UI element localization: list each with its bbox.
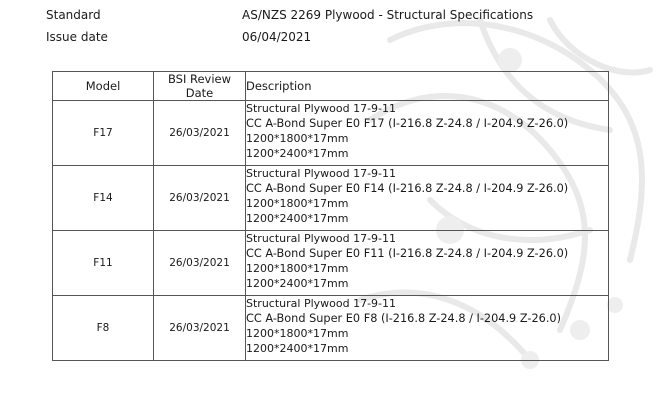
review-date-cell: 26/03/2021 [154,231,246,296]
issue-date-value: 06/04/2021 [242,30,312,44]
description-size: 1200*2400*17mm [246,147,349,160]
table-row [53,296,609,361]
standard-label: Standard [46,8,101,22]
description-size: 1200*2400*17mm [246,212,349,225]
description-cell [246,166,609,231]
description-spec: CC A-Bond Super E0 F17 (I-216.8 Z-24.8 / I-204.9 Z-26.0) [246,116,569,130]
description-size: 1200*1800*17mm [246,131,349,145]
table-row [53,166,609,231]
description-product: Structural Plywood 17-9-11 [246,232,397,245]
column-header-review-date: BSI Review Date [154,72,246,101]
description-spec: CC A-Bond Super E0 F14 (I-216.8 Z-24.8 / I-204.9 Z-26.0) [246,181,569,195]
standard-value: AS/NZS 2269 Plywood - Structural Specifications [242,8,534,22]
table-row [53,101,609,166]
description-spec: CC A-Bond Super E0 F8 (I-216.8 Z-24.8 / I-204.9 Z-26.0) [246,311,562,325]
table-header-row [53,72,609,101]
model-cell: F17 [53,101,154,166]
description-size: 1200*1800*17mm [246,196,349,210]
review-date-cell: 26/03/2021 [154,166,246,231]
review-date-cell: 26/03/2021 [154,296,246,361]
description-size: 1200*2400*17mm [246,342,349,355]
description-product: Structural Plywood 17-9-11 [246,102,397,115]
description-size: 1200*1800*17mm [246,326,349,340]
column-header-description: Description [246,72,609,101]
description-product: Structural Plywood 17-9-11 [246,167,397,180]
issue-date-label: Issue date [46,30,108,44]
specification-table [52,71,609,361]
description-cell [246,231,609,296]
column-header-model: Model [53,72,154,101]
model-cell: F11 [53,231,154,296]
model-cell: F14 [53,166,154,231]
description-size: 1200*1800*17mm [246,261,349,275]
description-product: Structural Plywood 17-9-11 [246,297,397,310]
table-row [53,231,609,296]
description-cell [246,101,609,166]
description-size: 1200*2400*17mm [246,277,349,290]
model-cell: F8 [53,296,154,361]
review-date-cell: 26/03/2021 [154,101,246,166]
description-spec: CC A-Bond Super E0 F11 (I-216.8 Z-24.8 / I-204.9 Z-26.0) [246,246,569,260]
description-cell [246,296,609,361]
